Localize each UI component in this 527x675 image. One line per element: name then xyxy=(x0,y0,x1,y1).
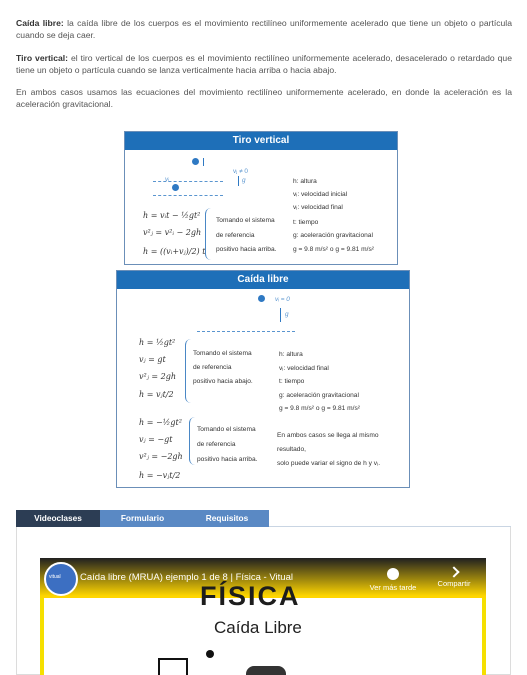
caida-note-3: solo puede variar el signo de h y vⱼ. xyxy=(277,460,381,467)
ball-bottom-icon xyxy=(172,184,179,191)
caida-eq-pos-2: vⱼ = gt xyxy=(139,355,166,364)
tab-formulario[interactable]: Formulario xyxy=(100,510,185,527)
caida-legend-vf: vⱼ: velocidad final xyxy=(279,365,329,372)
tiro-vertical-definition xyxy=(16,52,512,76)
caida-dashed-line xyxy=(197,331,295,332)
caida-eq-neg-2: vⱼ = −gt xyxy=(139,435,173,444)
tiro-ref-1: Tomando el sistema xyxy=(216,217,275,224)
tiro-ref-3: positivo hacia arriba. xyxy=(216,246,277,253)
tiro-legend-g-value: g = 9.8 m/s² o g = 9.81 m/s² xyxy=(293,246,374,253)
tab-videoclases[interactable]: Videoclases xyxy=(16,510,100,527)
video-big-title: FÍSICA xyxy=(200,581,301,611)
share-icon xyxy=(448,566,459,577)
clock-icon xyxy=(387,568,399,580)
caida-ref-neg-3: positivo hacia arriba. xyxy=(197,456,258,463)
caida-g-arrow-icon xyxy=(280,308,281,322)
caida-g-label: g xyxy=(285,311,289,318)
watch-later-label: Ver más tarde xyxy=(369,583,417,592)
ambos-casos-paragraph: En ambos casos usamos las ecuaciones del movimiento rectilíneo uniformemente acelerado, en donde la aceleración es la aceleración gravitacional. xyxy=(16,87,512,109)
caida-ref-pos-2: de referencia xyxy=(193,364,232,371)
channel-name: vitual xyxy=(49,574,61,580)
caida-brace-pos xyxy=(185,339,191,403)
caida-libre-term: Caída libre: xyxy=(16,18,64,28)
caida-ref-neg-2: de referencia xyxy=(197,441,236,448)
vi-label: vᵢ xyxy=(165,176,169,183)
caida-note-2: resultado, xyxy=(277,446,306,453)
tiro-legend-vf: vⱼ: velocidad final xyxy=(293,204,343,211)
share-label: Compartir xyxy=(437,579,471,588)
caida-eq-neg-4: h = −vⱼt/2 xyxy=(139,471,181,480)
caida-brace-neg xyxy=(189,417,195,465)
tab-requisitos[interactable]: Requisitos xyxy=(185,510,269,527)
caida-legend-h: h: altura xyxy=(279,351,303,358)
tiro-legend-vi: vᵢ: velocidad inicial xyxy=(293,191,348,198)
video-thumbnail-dot xyxy=(206,650,214,658)
video-title[interactable]: Caída libre (MRUA) ejemplo 1 de 8 | Física - Vitual xyxy=(80,572,293,583)
caida-ref-pos-3: positivo hacia abajo. xyxy=(193,378,253,385)
vf-neq-label: vⱼ ≠ 0 xyxy=(233,168,248,175)
caida-eq-pos-1: h = ½gt² xyxy=(139,338,176,347)
caida-eq-neg-3: v²ⱼ = −2gh xyxy=(139,452,183,461)
tiro-vertical-title: Tiro vertical xyxy=(125,132,397,150)
video-thumbnail-block xyxy=(246,666,286,675)
caida-legend-t: t: tiempo xyxy=(279,378,305,385)
tiro-legend-h: h: altura xyxy=(293,178,317,185)
g-label: g xyxy=(242,177,246,184)
tiro-vertical-text: el tiro vertical de los cuerpos es el movimiento rectilíneo uniformemente acelerado, desacelerado o retardado que tiene un objeto o partícula cuando se lanza verticalmente hacia arriba o hacia abajo. xyxy=(16,53,512,75)
caida-note-1: En ambos casos se llega al mismo xyxy=(277,432,379,439)
caida-ref-neg-1: Tomando el sistema xyxy=(197,426,256,433)
bottom-dashed-line xyxy=(153,195,223,196)
caida-eq-pos-4: h = vⱼt/2 xyxy=(139,390,174,399)
caida-libre-text: la caída libre de los cuerpos es el movimiento rectilíneo uniformemente acelerado que tiene un objeto o partícula cuando se deja caer. xyxy=(16,18,512,40)
tiro-ref-2: de referencia xyxy=(216,232,255,239)
share-button[interactable] xyxy=(428,568,480,588)
tiro-eq-2: v²ⱼ = v²ᵢ − 2gh xyxy=(143,228,202,237)
g-down-arrow-icon xyxy=(238,176,239,186)
tiro-vertical-card xyxy=(124,131,398,265)
caida-legend-g: g: aceleración gravitacional xyxy=(279,392,359,399)
tiro-eq-3: h = ((vᵢ+vⱼ)/2) t xyxy=(143,247,206,256)
caida-libre-definition xyxy=(16,17,512,41)
caida-eq-neg-1: h = −½gt² xyxy=(139,418,182,427)
tiro-legend-t: t: tiempo xyxy=(293,219,319,226)
tiro-eq-1: h = vᵢt − ½gt² xyxy=(143,211,201,220)
tiro-legend-g: g: aceleración gravitacional xyxy=(293,232,373,239)
caida-eq-pos-3: v²ⱼ = 2gh xyxy=(139,372,176,381)
caida-ref-pos-1: Tomando el sistema xyxy=(193,350,252,357)
tiro-brace xyxy=(205,208,211,260)
ball-top-icon xyxy=(192,158,199,165)
caida-legend-g-value: g = 9.8 m/s² o g = 9.81 m/s² xyxy=(279,405,360,412)
video-player[interactable] xyxy=(40,558,486,675)
caida-libre-title: Caída libre xyxy=(117,271,409,289)
video-thumbnail-shapes xyxy=(158,658,188,675)
caida-libre-card xyxy=(116,270,410,488)
caida-vi-label: vᵢ = 0 xyxy=(275,296,290,303)
watch-later-button[interactable] xyxy=(364,568,422,592)
video-subtitle: Caída Libre xyxy=(214,618,302,637)
tiro-vertical-term: Tiro vertical: xyxy=(16,53,69,63)
top-dashed-line xyxy=(153,181,223,182)
caida-ball-icon xyxy=(258,295,265,302)
tab-bar xyxy=(16,510,511,527)
vi-up-arrow-icon xyxy=(203,158,204,166)
